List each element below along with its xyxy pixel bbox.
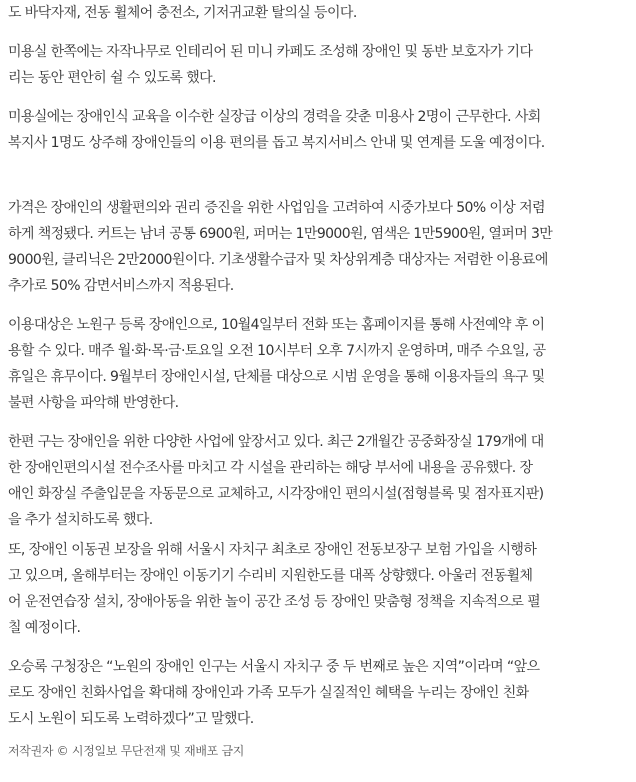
- text-line: 미용실에는 장애인식 교육을 이수한 실장급 이상의 경력을 갖춘 미용사 2명이 근무한다. 사회: [8, 109, 541, 125]
- text-line: 미용실 한쪽에는 자작나무로 인테리어 된 미니 카페도 조성해 장애인 및 동반 보호자가 기다: [8, 44, 533, 60]
- text-line: 복지사 1명도 상주해 장애인들의 이용 편의를 돕고 복지서비스 안내 및 연계를 도울 예정이다.: [8, 135, 545, 151]
- paragraph-pricing: [8, 195, 628, 299]
- paragraph-cafe: [8, 39, 628, 91]
- paragraph-facilities: [8, 0, 628, 26]
- text-line: 한편 구는 장애인을 위한 다양한 사업에 앞장서고 있다. 최근 2개월간 공중화장실 179개에 대: [8, 434, 544, 450]
- text-line: 오승록 구청장은 “노원의 장애인 인구는 서울시 자치구 중 두 번째로 높은 지역”이라며 “앞으: [8, 659, 540, 675]
- text-line: 을 추가 설치하도록 했다.: [8, 512, 153, 528]
- paragraph-projects: [8, 429, 628, 533]
- text-line: 불편 사항을 파악해 반영한다.: [8, 395, 179, 411]
- text-line: 도 바닥자재, 전동 휠체어 충전소, 기저귀교환 탈의실 등이다.: [8, 5, 357, 21]
- paragraph-quote: [8, 654, 628, 732]
- text-line: 로도 장애인 친화사업을 확대해 장애인과 가족 모두가 실질적인 혜택을 누리는 장애인 친화: [8, 685, 529, 701]
- text-line: 9000원, 클리닉은 2만2000원이다. 기초생활수급자 및 차상위계층 대상자는 저렴한 이용료에: [8, 252, 548, 268]
- text-line: 애인 화장실 주출입문을 자동문으로 교체하고, 시각장애인 편의시설(점형블록 및 점자표지판): [8, 486, 544, 502]
- paragraph-mobility: [8, 537, 628, 641]
- text-line: 용할 수 있다. 매주 월·화·목·금·토요일 오전 10시부터 오후 7시까지 운영하며, 매주 수요일, 공: [8, 343, 546, 359]
- paragraph-eligibility: [8, 312, 628, 416]
- paragraph-staff: [8, 104, 628, 156]
- text-line: 리는 동안 편안히 쉴 수 있도록 했다.: [8, 70, 216, 86]
- text-line: 도시 노원이 되도록 노력하겠다”고 말했다.: [8, 711, 254, 727]
- text-line: 또, 장애인 이동권 보장을 위해 서울시 자치구 최초로 장애인 전동보장구 보험 가입을 시행하: [8, 542, 537, 558]
- text-line: 휴일은 휴무이다. 9월부터 장애인시설, 단체를 대상으로 시범 운영을 통해 이용자들의 욕구 및: [8, 369, 545, 385]
- copyright-notice: 저작권자 © 시정일보 무단전재 및 재배포 금지: [8, 744, 245, 758]
- text-line: 이용대상은 노원구 등록 장애인으로, 10월4일부터 전화 또는 홈페이지를 통해 사전예약 후 이: [8, 317, 545, 333]
- text-line: 고 있으며, 올해부터는 장애인 이동기기 수리비 지원한도를 대폭 상향했다. 아울러 전동휠체: [8, 568, 533, 584]
- text-line: 추가로 50% 감면서비스까지 적용된다.: [8, 278, 234, 294]
- text-line: 하게 책정됐다. 커트는 남녀 공통 6900원, 퍼머는 1만9000원, 염색은 1만5900원, 열퍼머 3만: [8, 226, 553, 242]
- text-line: 어 운전연습장 설치, 장애아동을 위한 놀이 공간 조성 등 장애인 맞춤형 정책을 지속적으로 펼: [8, 594, 541, 610]
- text-line: 가격은 장애인의 생활편의와 권리 증진을 위한 사업임을 고려하여 시중가보다 50% 이상 저렴: [8, 200, 545, 216]
- text-line: 칠 예정이다.: [8, 620, 81, 636]
- text-line: 한 장애인편의시설 전수조사를 마치고 각 시설을 관리하는 해당 부서에 내용을 공유했다. 장: [8, 460, 533, 476]
